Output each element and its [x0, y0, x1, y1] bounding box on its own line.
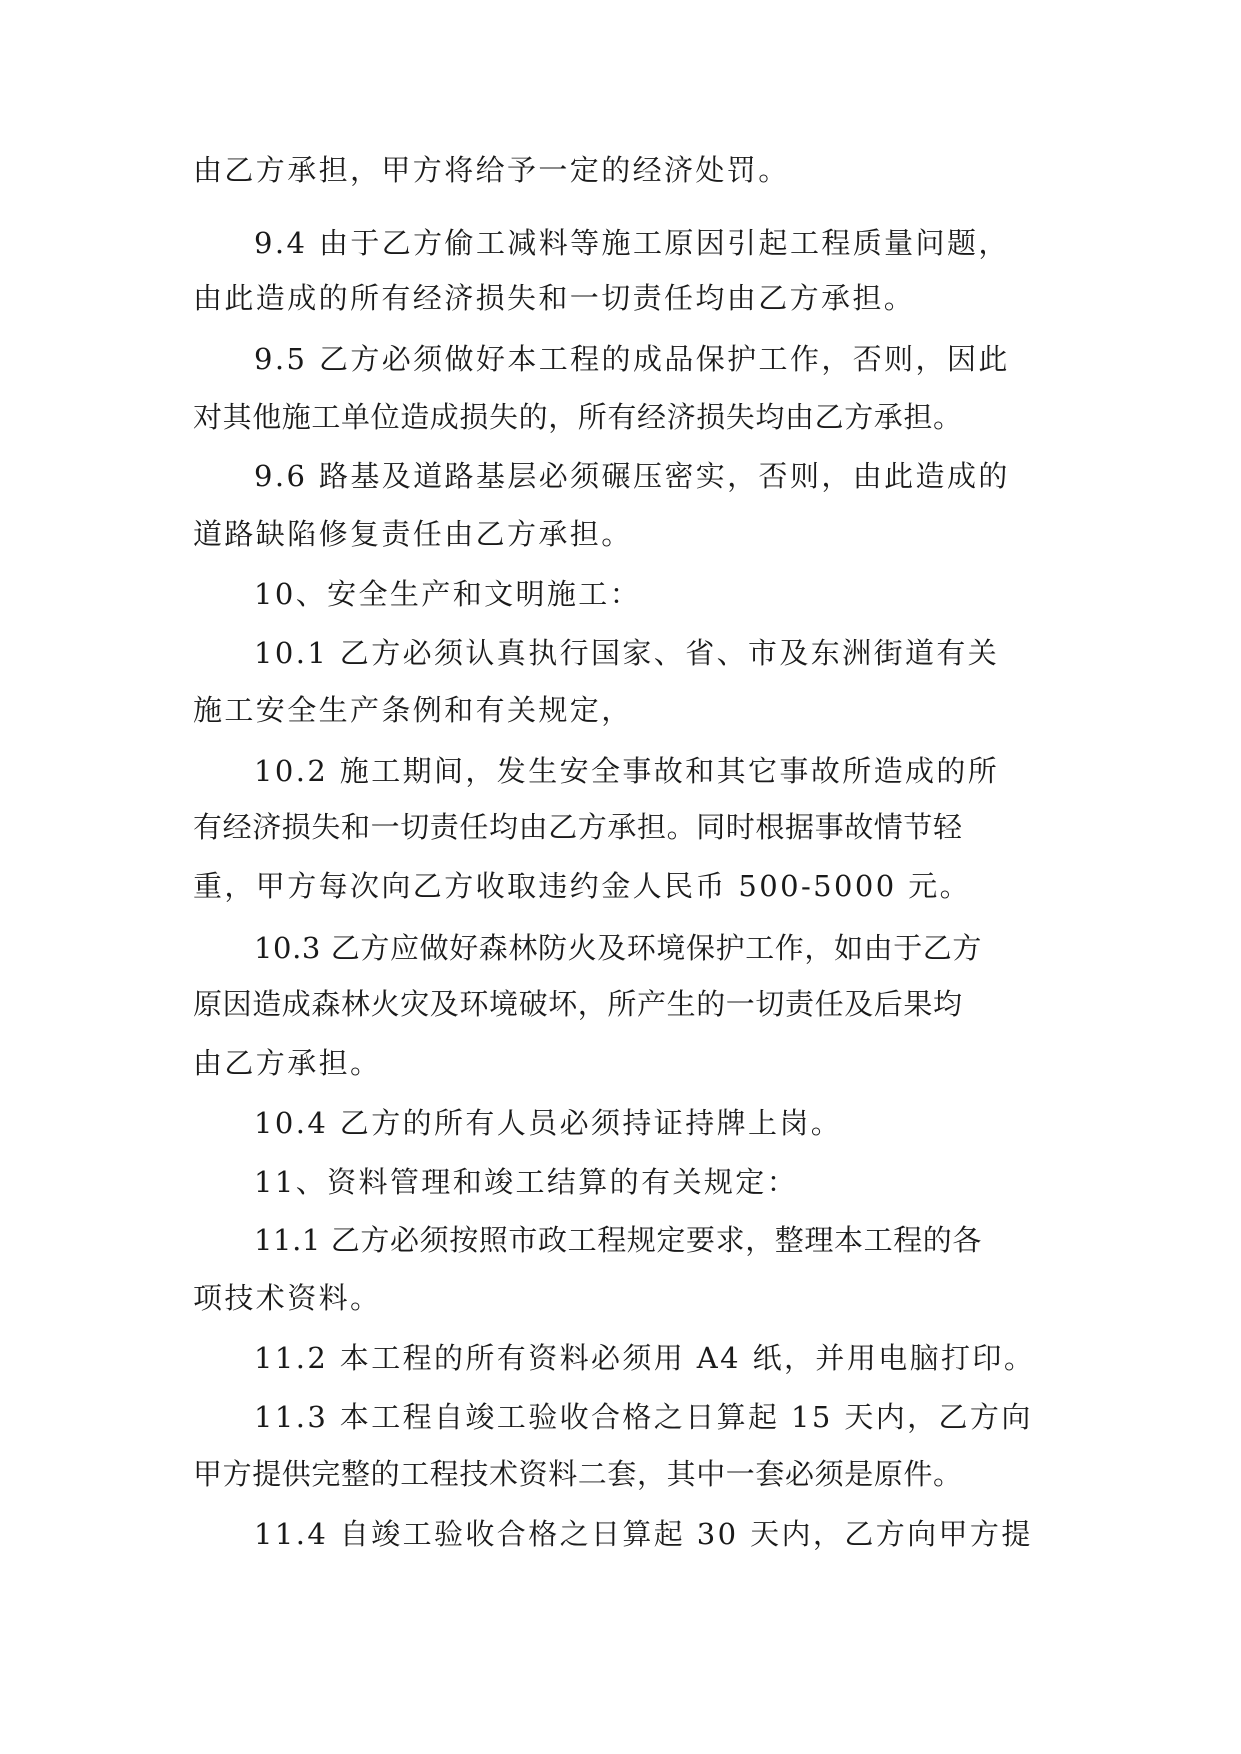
text-line: 由乙方承担，甲方将给予一定的经济处罚。 [193, 153, 790, 187]
text-line: 11.3 本工程自竣工验收合格之日算起 15 天内，乙方向 [254, 1400, 1033, 1434]
text-line: 10、安全生产和文明施工： [254, 577, 642, 611]
text-line: 有经济损失和一切责任均由乙方承担。同时根据事故情节轻 [193, 810, 963, 844]
text-line: 施工安全生产条例和有关规定， [193, 693, 633, 727]
text-line: 11.1 乙方必须按照市政工程规定要求，整理本工程的各 [254, 1223, 982, 1257]
text-line: 10.1 乙方必须认真执行国家、省、市及东洲街道有关 [254, 636, 1000, 670]
text-line: 10.3 乙方应做好森林防火及环境保护工作，如由于乙方 [254, 931, 982, 965]
text-line: 9.5 乙方必须做好本工程的成品保护工作，否则，因此 [254, 342, 1010, 376]
text-line: 11、资料管理和竣工结算的有关规定： [254, 1165, 799, 1199]
text-line: 甲方提供完整的工程技术资料二套，其中一套必须是原件。 [193, 1457, 963, 1491]
text-line: 11.4 自竣工验收合格之日算起 30 天内，乙方向甲方提 [254, 1517, 1033, 1551]
text-line: 9.4 由于乙方偷工减料等施工原因引起工程质量问题， [254, 226, 1010, 260]
text-line: 重，甲方每次向乙方收取违约金人民币 500-5000 元。 [193, 869, 971, 903]
text-line: 由此造成的所有经济损失和一切责任均由乙方承担。 [193, 281, 916, 315]
text-line: 10.2 施工期间，发生安全事故和其它事故所造成的所 [254, 754, 1000, 788]
text-line: 10.4 乙方的所有人员必须持证持牌上岗。 [254, 1106, 843, 1140]
text-line: 11.2 本工程的所有资料必须用 A4 纸，并用电脑打印。 [254, 1341, 1036, 1375]
text-line: 9.6 路基及道路基层必须碾压密实，否则，由此造成的 [254, 459, 1010, 493]
text-line: 对其他施工单位造成损失的，所有经济损失均由乙方承担。 [193, 400, 963, 434]
text-line: 项技术资料。 [193, 1281, 382, 1315]
text-line: 道路缺陷修复责任由乙方承担。 [193, 517, 633, 551]
text-line: 由乙方承担。 [193, 1046, 382, 1080]
text-line: 原因造成森林火灾及环境破坏，所产生的一切责任及后果均 [193, 987, 963, 1021]
